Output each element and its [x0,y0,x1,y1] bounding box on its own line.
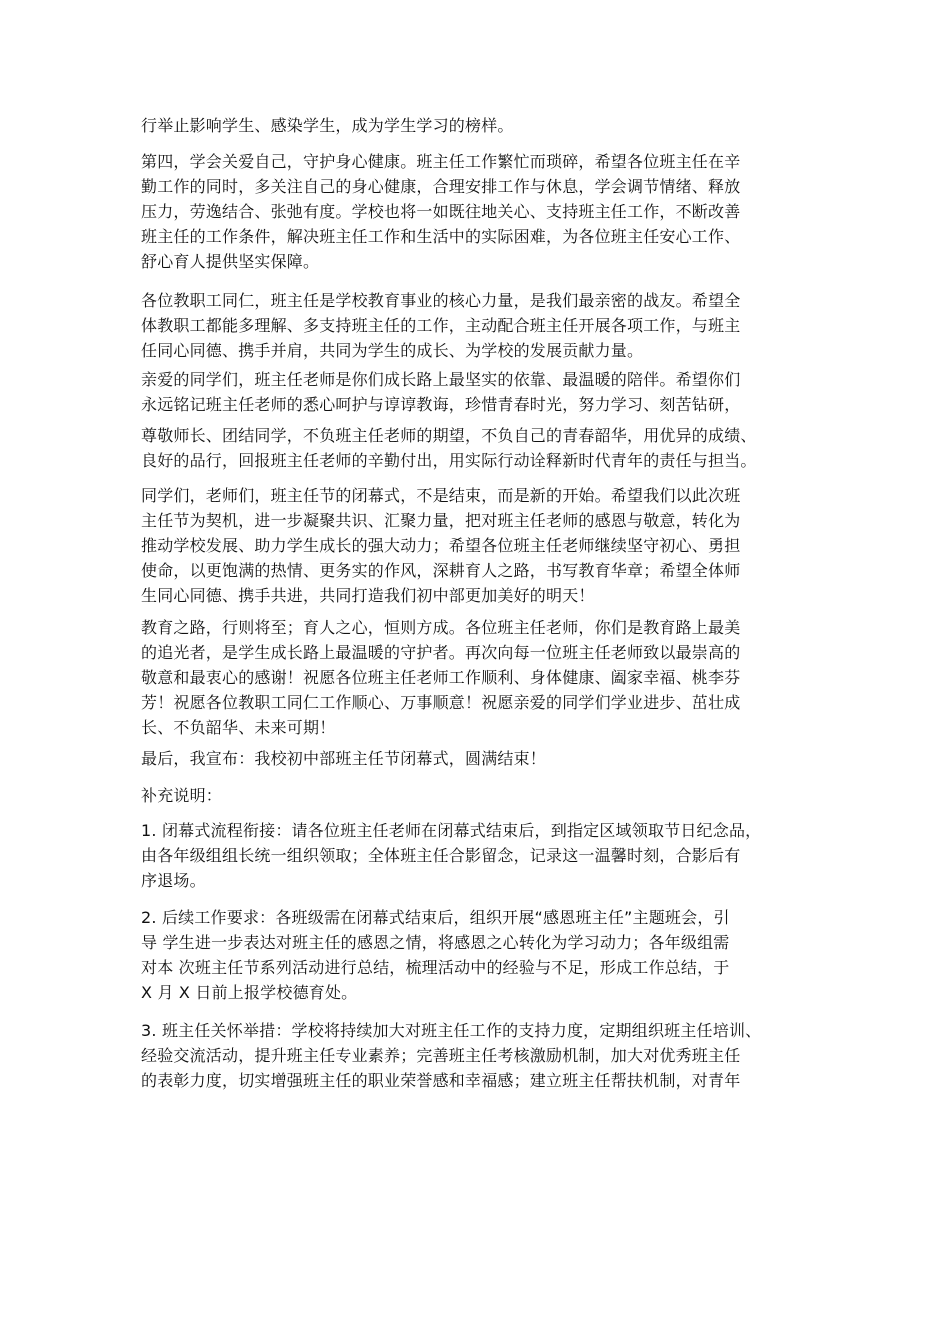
text-line: 教育之路，行则将至；育人之心，恒则方成。各位班主任老师，你们是教育路上最美 [141,618,741,637]
text-line: 由各年级组组长统一组织领取；全体班主任合影留念，记录这一温馨时刻，合影后有 [141,846,741,865]
text-line: 序退场。 [141,871,206,890]
text-line: 敬意和最衷心的感谢！祝愿各位班主任老师工作顺利、身体健康、阖家幸福、桃李芬 [141,668,741,687]
paragraph-10 [141,818,821,893]
text-line: 最后，我宣布：我校初中部班主任节闭幕式，圆满结束！ [141,749,547,768]
paragraph-4 [141,367,821,417]
paragraph-1 [141,113,821,138]
text-line: 长、不负韶华、未来可期！ [141,718,336,737]
text-line: 补充说明： [141,786,223,805]
text-line: 行举止影响学生、感染学生，成为学生学习的榜样。 [141,116,514,135]
text-line: 永远铭记班主任老师的悉心呵护与谆谆教诲，珍惜青春时光，努力学习、刻苦钻研， [141,395,741,414]
text-line: 芳！祝愿各位教职工同仁工作顺心、万事顺意！祝愿亲爱的同学们学业进步、茁壮成 [141,693,741,712]
text-line: 各位教职工同仁，班主任是学校教育事业的核心力量，是我们最亲密的战友。希望全 [141,291,741,310]
paragraph-7 [141,615,821,740]
paragraph-12 [141,1018,821,1093]
text-line: 1. 闭幕式流程衔接：请各位班主任老师在闭幕式结束后，到指定区域领取节日纪念品， [141,821,762,840]
text-line: 压力，劳逸结合、张弛有度。学校也将一如既往地关心、支持班主任工作，不断改善 [141,202,741,221]
paragraph-3 [141,288,821,363]
text-line: 的追光者，是学生成长路上最温暖的守护者。再次向每一位班主任老师致以最崇高的 [141,643,741,662]
text-line: 体教职工都能多理解、多支持班主任的工作，主动配合班主任开展各项工作，与班主 [141,316,741,335]
text-line: 推动学校发展、助力学生成长的强大动力；希望各位班主任老师继续坚守初心、勇担 [141,536,741,555]
text-line: 勤工作的同时，多关注自己的身心健康，合理安排工作与休息，学会调节情绪、释放 [141,177,741,196]
text-line: 导 学生进一步表达对班主任的感恩之情，将感恩之心转化为学习动力；各年级组需 [141,933,730,952]
text-line: 良好的品行，回报班主任老师的辛勤付出，用实际行动诠释新时代青年的责任与担当。 [141,451,757,470]
text-line: 第四，学会关爱自己，守护身心健康。班主任工作繁忙而琐碎，希望各位班主任在辛 [141,152,741,171]
text-line: 尊敬师长、团结同学，不负班主任老师的期望，不负自己的青春韶华，用优异的成绩、 [141,426,757,445]
text-line: 经验交流活动，提升班主任专业素养；完善班主任考核激励机制，加大对优秀班主任 [141,1046,741,1065]
text-line: 同学们，老师们，班主任节的闭幕式，不是结束，而是新的开始。希望我们以此次班 [141,486,741,505]
paragraph-2 [141,149,821,274]
text-line: 的表彰力度，切实增强班主任的职业荣誉感和幸福感；建立班主任帮扶机制，对青年 [141,1071,741,1090]
text-line: 舒心育人提供坚实保障。 [141,252,320,271]
text-line: 亲爱的同学们，班主任老师是你们成长路上最坚实的依靠、最温暖的陪伴。希望你们 [141,370,741,389]
paragraph-6 [141,483,821,608]
text-line: 3. 班主任关怀举措：学校将持续加大对班主任工作的支持力度，定期组织班主任培训、 [141,1021,762,1040]
paragraph-8 [141,746,821,771]
text-line: 2. 后续工作要求：各班级需在闭幕式结束后，组织开展“感恩班主任”主题班会，引 [141,908,730,927]
text-line: 对本 次班主任节系列活动进行总结，梳理活动中的经验与不足，形成工作总结，于 [141,958,730,977]
text-line: 使命，以更饱满的热情、更务实的作风，深耕育人之路，书写教育华章；希望全体师 [141,561,741,580]
text-line: 任同心同德、携手并肩，共同为学生的成长、为学校的发展贡献力量。 [141,341,644,360]
text-line: 班主任的工作条件，解决班主任工作和生活中的实际困难，为各位班主任安心工作、 [141,227,741,246]
paragraph-5 [141,423,821,473]
text-line: X 月 X 日前上报学校德育处。 [141,983,358,1002]
text-line: 主任节为契机，进一步凝聚共识、汇聚力量，把对班主任老师的感恩与敬意，转化为 [141,511,741,530]
paragraph-9 [141,783,821,808]
text-line: 生同心同德、携手共进，共同打造我们初中部更加美好的明天！ [141,586,595,605]
paragraph-11 [141,905,821,1005]
